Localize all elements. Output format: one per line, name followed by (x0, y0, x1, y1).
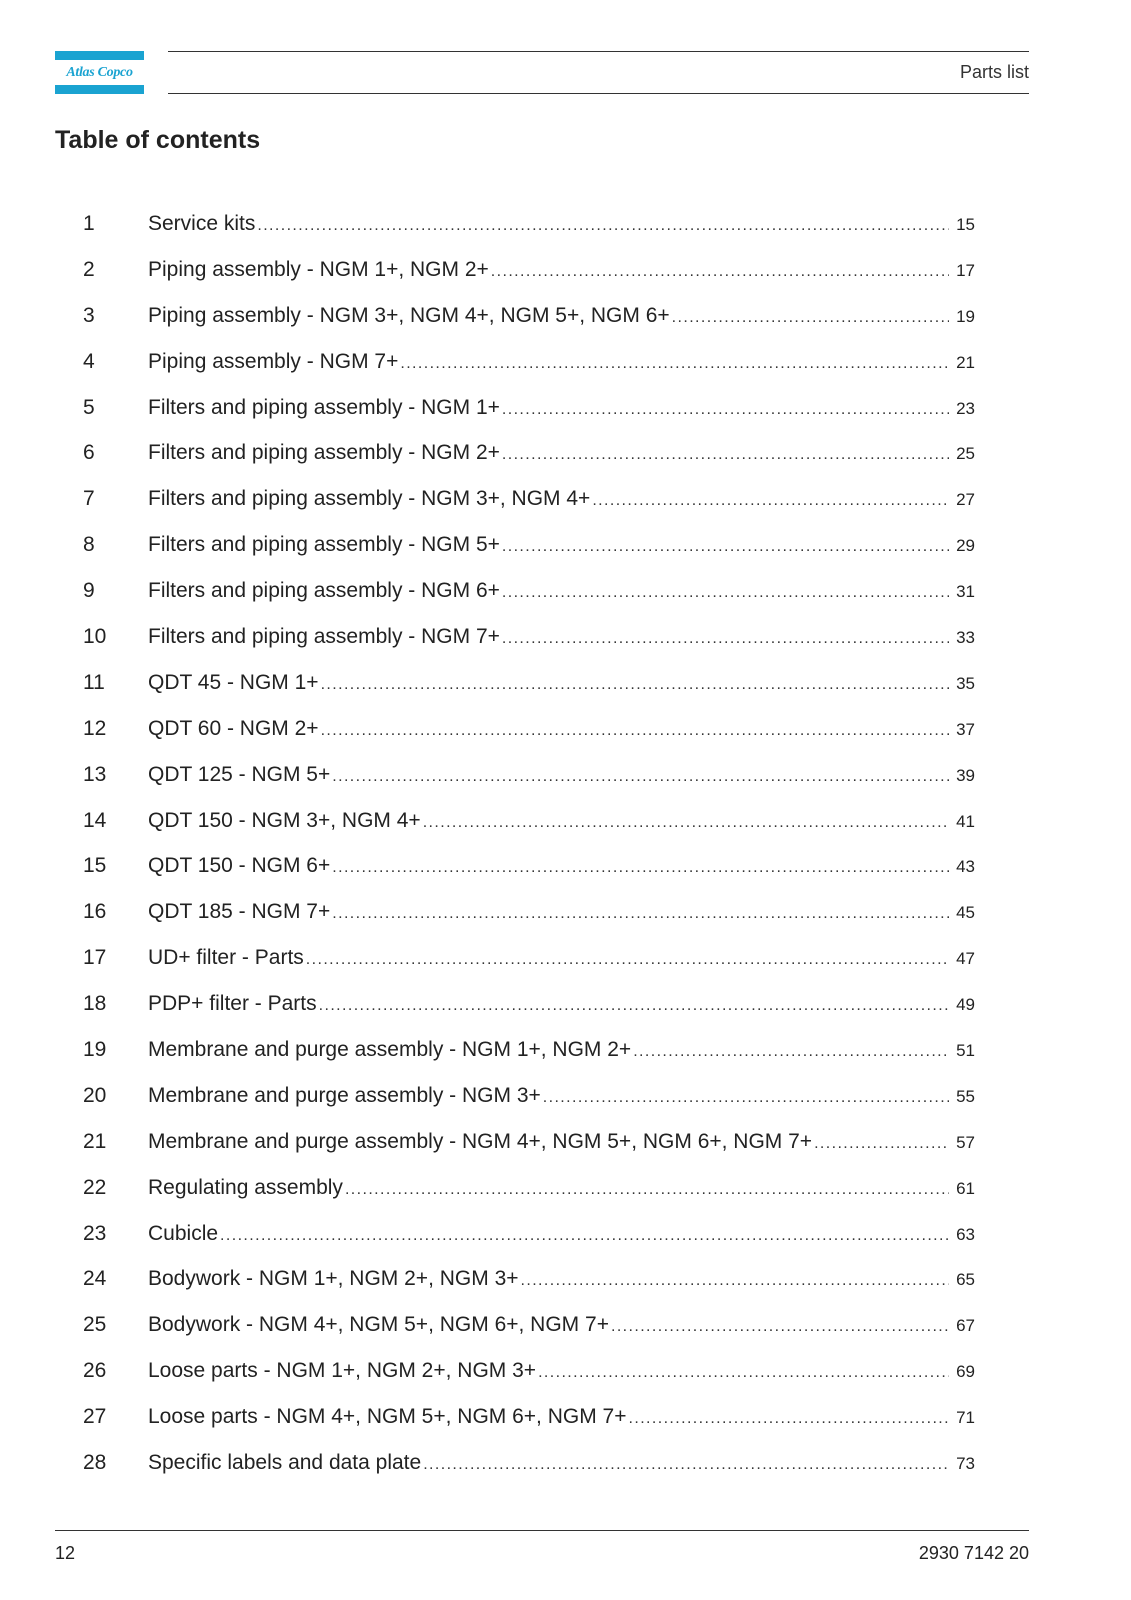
toc-entry-page[interactable]: 55 (956, 1086, 975, 1106)
toc-entry-line[interactable] (148, 625, 975, 649)
toc-entry-page[interactable]: 27 (956, 490, 975, 510)
toc-leader-dots (220, 1227, 949, 1245)
footer-rule (55, 1530, 1029, 1531)
toc-leader-dots (491, 263, 949, 281)
toc-entry[interactable] (0, 1167, 1131, 1213)
toc-entry-number: 1 (83, 212, 95, 235)
toc-entry-line[interactable] (148, 1130, 975, 1154)
toc-entry-title[interactable]: QDT 60 - NGM 2+ (148, 716, 319, 740)
toc-entry-title[interactable]: Bodywork - NGM 1+, NGM 2+, NGM 3+ (148, 1267, 519, 1291)
toc-entry-line[interactable] (148, 992, 975, 1016)
toc-entry-title[interactable]: Specific labels and data plate (148, 1451, 422, 1475)
toc-entry[interactable] (0, 1213, 1131, 1259)
toc-entry-page[interactable]: 51 (956, 1041, 975, 1061)
toc-entry-number: 19 (83, 1038, 107, 1062)
toc-entry-number: 20 (83, 1083, 107, 1107)
toc-leader-dots (321, 722, 949, 740)
toc-leader-dots (319, 997, 949, 1015)
toc-entry-page[interactable]: 37 (956, 719, 975, 739)
toc-leader-dots (502, 401, 949, 419)
toc-entry[interactable] (0, 891, 1131, 937)
toc-entry-number: 26 (83, 1359, 107, 1383)
toc-leader-dots (538, 1364, 949, 1382)
toc-entry[interactable] (0, 203, 1131, 249)
toc-entry[interactable] (0, 1121, 1131, 1167)
toc-entry-number: 14 (83, 808, 107, 832)
toc-entry-title[interactable]: Filters and piping assembly - NGM 7+ (148, 625, 500, 649)
toc-entry[interactable] (0, 1258, 1131, 1304)
toc-entry[interactable] (0, 570, 1131, 616)
toc-entry-page[interactable]: 61 (956, 1178, 975, 1198)
toc-entry-line[interactable] (148, 671, 975, 695)
toc-entry-number: 17 (83, 946, 107, 970)
toc-entry-line[interactable] (148, 717, 975, 741)
toc-entry-line[interactable] (148, 350, 975, 374)
toc-entry-page[interactable]: 31 (956, 582, 975, 602)
toc-entry-page[interactable]: 19 (956, 306, 975, 326)
toc-leader-dots (543, 1089, 949, 1107)
toc-entry-number: 25 (83, 1313, 107, 1337)
toc-entry[interactable] (0, 1396, 1131, 1442)
toc-entry-title[interactable]: Cubicle (148, 1221, 219, 1245)
toc-leader-dots (592, 492, 949, 510)
toc-entry-line[interactable] (148, 1038, 975, 1062)
toc-entry-number: 21 (83, 1129, 107, 1153)
toc-entry[interactable] (0, 1350, 1131, 1396)
toc-entry-page[interactable]: 45 (956, 903, 975, 923)
toc-entry-line[interactable] (148, 1451, 975, 1475)
toc-entry-page[interactable]: 29 (956, 536, 975, 556)
toc-leader-dots (321, 676, 949, 694)
atlas-copco-logo (55, 51, 144, 94)
toc-entry-title[interactable]: Bodywork - NGM 4+, NGM 5+, NGM 6+, NGM 7+ (148, 1313, 609, 1337)
toc-entry[interactable] (0, 754, 1131, 800)
logo-bottom-bar (55, 85, 144, 94)
toc-entry-title[interactable]: PDP+ filter - Parts (148, 992, 317, 1016)
logo-top-bar (55, 51, 144, 60)
toc-entry-line[interactable] (148, 1359, 975, 1383)
page-title: Table of contents (55, 126, 261, 154)
toc-entry-page[interactable]: 49 (956, 995, 975, 1015)
toc-entry-number: 12 (83, 716, 107, 740)
footer-page-number: 12 (55, 1543, 76, 1563)
toc-entry-line[interactable] (148, 946, 975, 970)
toc-entry-line[interactable] (148, 1222, 975, 1246)
toc-entry-title[interactable]: Membrane and purge assembly - NGM 1+, NGM 2+ (148, 1038, 632, 1062)
toc-entry-line[interactable] (148, 1084, 975, 1108)
toc-entry-number: 13 (83, 762, 107, 786)
toc-entry-line[interactable] (148, 441, 975, 465)
toc-leader-dots (257, 217, 949, 235)
toc-leader-dots (400, 355, 949, 373)
toc-entry-title[interactable]: Membrane and purge assembly - NGM 3+ (148, 1083, 541, 1107)
toc-leader-dots (332, 768, 949, 786)
toc-leader-dots (611, 1318, 949, 1336)
toc-entry-number: 10 (83, 625, 107, 649)
toc-entry-title[interactable]: Service kits (148, 212, 256, 235)
toc-entry[interactable] (0, 478, 1131, 524)
toc-entry[interactable] (0, 1029, 1131, 1075)
toc-leader-dots (332, 905, 949, 923)
toc-entry-page[interactable]: 35 (956, 673, 975, 693)
toc-leader-dots (306, 951, 949, 969)
toc-entry[interactable] (0, 662, 1131, 708)
toc-entry-page[interactable]: 63 (956, 1224, 975, 1244)
toc-entry-number: 9 (83, 579, 95, 603)
toc-entry-title[interactable]: QDT 185 - NGM 7+ (148, 900, 331, 924)
toc-entry-page[interactable]: 67 (956, 1316, 975, 1336)
toc-entry-title[interactable]: Loose parts - NGM 1+, NGM 2+, NGM 3+ (148, 1359, 537, 1383)
toc-entry-line[interactable] (148, 533, 975, 557)
toc-entry-page[interactable]: 41 (956, 811, 975, 831)
toc-entry-title[interactable]: Piping assembly - NGM 1+, NGM 2+ (148, 257, 489, 281)
footer-document-number: 2930 7142 20 (918, 1543, 1029, 1563)
toc-entry-page[interactable]: 21 (956, 352, 975, 372)
toc-entry-title[interactable]: Filters and piping assembly - NGM 3+, NGM 4+ (148, 487, 591, 511)
toc-leader-dots (633, 1043, 949, 1061)
toc-entry-line[interactable] (148, 1176, 975, 1200)
toc-entry-title[interactable]: QDT 45 - NGM 1+ (148, 670, 319, 694)
toc-entry-number: 4 (83, 349, 95, 373)
toc-entry-line[interactable] (148, 1405, 975, 1429)
toc-leader-dots (672, 309, 949, 327)
toc-entry-number: 22 (83, 1175, 107, 1199)
toc-entry-title[interactable]: QDT 150 - NGM 6+ (148, 854, 331, 878)
toc-leader-dots (423, 1456, 949, 1474)
toc-entry-title[interactable]: UD+ filter - Parts (148, 946, 304, 970)
toc-entry-number: 5 (83, 395, 95, 419)
header-section-label: Parts list (959, 62, 1029, 82)
toc-entry-page[interactable]: 47 (956, 949, 975, 969)
toc-entry-title[interactable]: Filters and piping assembly - NGM 5+ (148, 533, 500, 557)
toc-entry-page[interactable]: 17 (956, 260, 975, 280)
toc-entry-page[interactable]: 57 (956, 1132, 975, 1152)
toc-entry-page[interactable]: 25 (956, 444, 975, 464)
toc-leader-dots (502, 446, 949, 464)
toc-entry-number: 18 (83, 992, 107, 1016)
toc-entry[interactable] (0, 295, 1131, 341)
toc-entry-page[interactable]: 39 (956, 765, 975, 785)
toc-entry-number: 11 (83, 670, 105, 694)
header-rule-bottom (168, 93, 1029, 94)
toc-entry-page[interactable]: 65 (956, 1270, 975, 1290)
toc-entry-page[interactable]: 73 (956, 1454, 975, 1474)
toc-entry-line[interactable] (148, 487, 975, 511)
toc-entry[interactable] (0, 524, 1131, 570)
table-of-contents (0, 203, 1131, 1488)
toc-entry[interactable] (0, 249, 1131, 295)
toc-entry-page[interactable]: 23 (956, 398, 975, 418)
toc-entry-line[interactable] (148, 854, 975, 878)
toc-entry-line[interactable] (148, 579, 975, 603)
toc-leader-dots (521, 1272, 949, 1290)
toc-entry[interactable] (0, 937, 1131, 983)
toc-entry-title[interactable]: Filters and piping assembly - NGM 6+ (148, 579, 500, 603)
toc-entry[interactable] (0, 708, 1131, 754)
toc-entry-title[interactable]: Filters and piping assembly - NGM 2+ (148, 441, 500, 465)
toc-entry-number: 27 (83, 1405, 107, 1429)
toc-leader-dots (332, 859, 949, 877)
toc-entry[interactable] (0, 432, 1131, 478)
toc-entry-line[interactable] (148, 763, 975, 787)
toc-entry[interactable] (0, 616, 1131, 662)
toc-entry-title[interactable]: Piping assembly - NGM 7+ (148, 349, 399, 373)
toc-entry-page[interactable]: 43 (956, 857, 975, 877)
toc-entry[interactable] (0, 1304, 1131, 1350)
toc-entry-number: 28 (83, 1451, 107, 1475)
toc-entry-number: 2 (83, 257, 95, 281)
toc-entry-title[interactable]: QDT 150 - NGM 3+, NGM 4+ (148, 808, 421, 832)
toc-entry-line[interactable] (148, 1267, 975, 1291)
toc-entry-page[interactable]: 15 (956, 215, 975, 234)
toc-leader-dots (502, 584, 949, 602)
toc-entry[interactable] (0, 1075, 1131, 1121)
toc-entry-page[interactable]: 71 (956, 1408, 975, 1428)
toc-entry-number: 15 (83, 854, 107, 878)
toc-entry-page[interactable]: 69 (956, 1362, 975, 1382)
toc-entry-number: 8 (83, 533, 95, 557)
toc-entry[interactable] (0, 845, 1131, 891)
toc-entry-title[interactable]: Membrane and purge assembly - NGM 4+, NGM 5+, NGM 6+, NGM 7+ (148, 1129, 813, 1153)
logo-wordmark: Atlas Copco (66, 65, 133, 80)
toc-entry[interactable] (0, 341, 1131, 387)
toc-entry[interactable] (0, 800, 1131, 846)
toc-entry-title[interactable]: Filters and piping assembly - NGM 1+ (148, 395, 500, 419)
toc-entry-line[interactable] (148, 396, 975, 420)
toc-entry-line[interactable] (148, 809, 975, 833)
toc-entry-line[interactable] (148, 304, 975, 328)
toc-entry-title[interactable]: Loose parts - NGM 4+, NGM 5+, NGM 6+, NGM 7+ (148, 1405, 627, 1429)
toc-leader-dots (502, 630, 949, 648)
toc-entry-number: 16 (83, 900, 107, 924)
toc-entry-page[interactable]: 33 (956, 628, 975, 648)
toc-entry[interactable] (0, 387, 1131, 433)
toc-leader-dots (629, 1410, 950, 1428)
toc-leader-dots (345, 1181, 949, 1199)
toc-leader-dots (814, 1135, 949, 1153)
toc-entry-line[interactable] (148, 258, 975, 282)
toc-entry-number: 6 (83, 441, 95, 465)
toc-entry-number: 24 (83, 1267, 107, 1291)
toc-entry-number: 7 (83, 487, 95, 511)
toc-leader-dots (502, 538, 949, 556)
toc-entry-title[interactable]: Piping assembly - NGM 3+, NGM 4+, NGM 5+, NGM 6+ (148, 303, 670, 327)
toc-leader-dots (423, 814, 949, 832)
toc-entry-title[interactable]: Regulating assembly (148, 1175, 343, 1199)
toc-entry-line[interactable] (148, 1313, 975, 1337)
header-rule-top (168, 51, 1029, 52)
toc-entry[interactable] (0, 1442, 1131, 1488)
toc-entry-line[interactable] (148, 900, 975, 924)
toc-entry-line[interactable] (148, 212, 975, 236)
toc-entry-number: 23 (83, 1221, 107, 1245)
toc-entry[interactable] (0, 983, 1131, 1029)
toc-entry-number: 3 (83, 303, 95, 327)
toc-entry-title[interactable]: QDT 125 - NGM 5+ (148, 762, 331, 786)
